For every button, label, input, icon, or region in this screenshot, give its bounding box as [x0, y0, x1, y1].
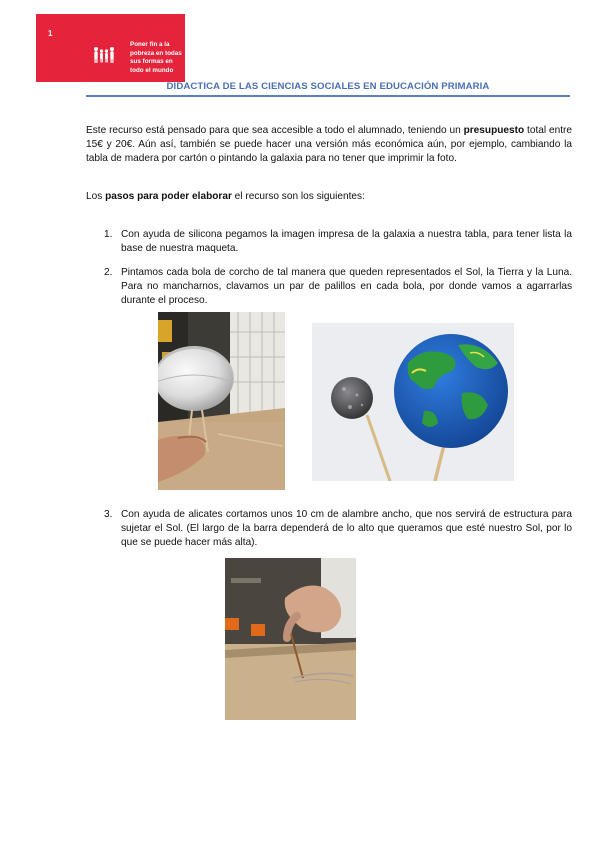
intro-bold-text: presupuesto — [463, 125, 525, 136]
header-divider — [86, 95, 570, 97]
step-number: 3. — [104, 509, 113, 520]
photo-earth-moon-models — [312, 323, 514, 481]
steps-intro-text-continued: el recurso son los siguientes: — [231, 191, 365, 202]
step-text: Pintamos cada bola de corcho de tal manera que queden representados el Sol, la Tierra y la Luna. Para no mancharnos, clavamos un par de palillos en cada bola, por donde vamos a agarrarlas durante el proceso. — [121, 267, 572, 306]
step-number: 1. — [104, 229, 113, 240]
photo-earth-moon-image — [312, 323, 514, 481]
family-people-icon — [93, 46, 115, 64]
sdg-text-line: todo el mundo — [130, 66, 174, 74]
step-item — [104, 508, 572, 549]
photo-cutting-wire — [225, 558, 356, 720]
sdg-goal-text — [130, 41, 184, 75]
steps-intro-paragraph — [86, 190, 572, 204]
photo-wire-image — [225, 558, 356, 720]
step-text: Con ayuda de alicates cortamos unos 10 cm de alambre ancho, que nos servirá de estructura para sujetar el Sol. (El largo de la barra dependerá de lo alto que queramos que esté nuestro Sol, por lo que se puede hacer más alta). — [121, 509, 572, 548]
sdg-goal-1-banner — [36, 14, 185, 82]
intro-text: Este recurso está pensado para que sea accesible a todo el alumnado, teniendo un — [86, 125, 464, 136]
goal-number-text: 1 — [48, 29, 53, 38]
sdg-text-line: Poner fin a la — [130, 41, 170, 48]
step-item — [104, 266, 572, 307]
sdg-text-line: pobreza en todas — [130, 49, 182, 57]
step-item — [104, 228, 572, 256]
photo-painting-sun-ball — [158, 312, 285, 490]
document-header-title: DIDACTICA DE LAS CIENCIAS SOCIALES EN EDUCACIÓN PRIMARIA — [166, 81, 490, 92]
intro-text-continued: total entre 15€ y 20€. Aún así, también se puede hacer una versión más económica aún, por ejemplo, cambiando la tabla de madera por cartón o pintando la galaxia para no tener que imprimir la foto. — [86, 125, 572, 164]
sdg-goal-number — [48, 30, 52, 38]
steps-intro-bold-text: pasos para poder elaborar — [105, 191, 232, 202]
photo-sun-ball-image — [158, 312, 285, 490]
step-number: 2. — [104, 267, 113, 278]
sdg-text-line: sus formas en — [130, 58, 173, 66]
steps-intro-text: Los — [86, 191, 106, 202]
step-text: Con ayuda de silicona pegamos la imagen impresa de la galaxia a nuestra tabla, para tener lista la base de nuestra maqueta. — [121, 229, 572, 254]
intro-paragraph — [86, 124, 572, 165]
